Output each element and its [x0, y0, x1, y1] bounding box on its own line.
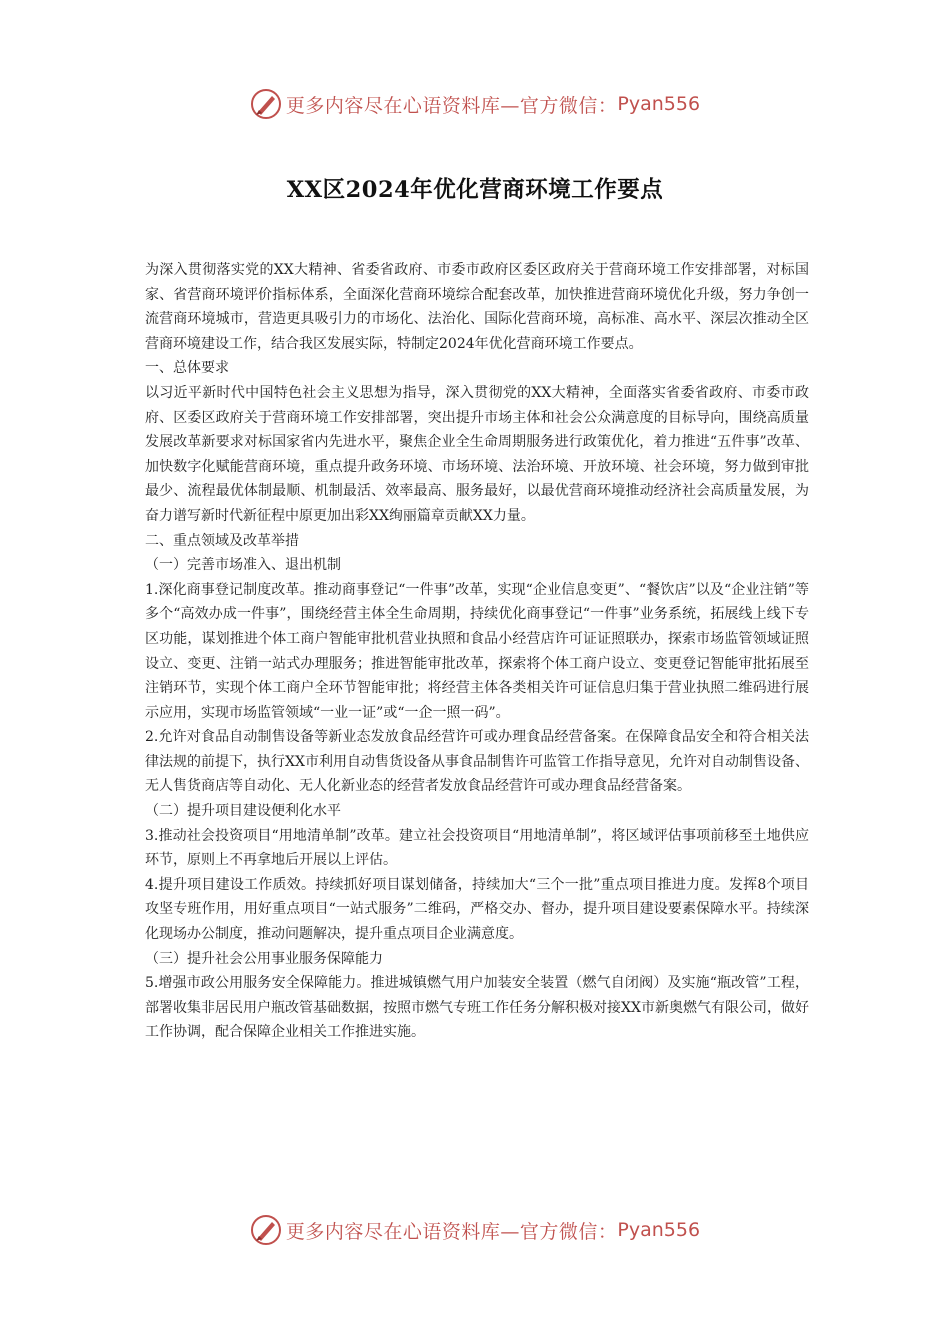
item-3-paragraph: 3.推动社会投资项目“用地清单制”改革。建立社会投资项目“用地清单制”，将区域评估事项前移至土地供应环节，原则上不再拿地后开展以上评估。: [145, 827, 809, 869]
intro-paragraph: 为深入贯彻落实党的XX大精神、省委省政府、市委市政府区委区政府关于营商环境工作安排部署，对标国家、省营商环境评价指标体系，全面深化营商环境综合配套改革，加快推进营商环境优化升级，努力争创一流营商环境城市，营造更具吸引力的市场化、法治化、国际化营商环境，高标准、高水平、深层次推动全区营商环境建设工作，结合我区发展实际，特制定2024年优化营商环境工作要点。: [145, 262, 809, 352]
subsection-heading-project-construction: （二）提升项目建设便利化水平: [145, 803, 341, 820]
document-title: XX区2024年优化营商环境工作要点: [286, 177, 664, 203]
banner-text: 更多内容尽在心语资料库—官方微信：: [285, 1220, 618, 1243]
item-4-paragraph: 4.提升项目建设工作质效。持续抓好项目谋划储备，持续加大“三个一批”重点项目推进力度。发挥8个项目攻坚专班作用，用好重点项目“一站式服务”二维码，严格交办、督办，提升项目建设要素保障水平。持续深化现场办公制度，推动问题解决，提升重点项目企业满意度。: [145, 876, 809, 943]
footer-watermark-banner: [0, 1210, 950, 1250]
subsection-heading-market-access: （一）完善市场准入、退出机制: [145, 557, 341, 574]
section-heading-general-requirements: 一、总体要求: [145, 360, 229, 377]
section-heading-key-areas: 二、重点领域及改革举措: [145, 532, 299, 549]
banner-text: 更多内容尽在心语资料库—官方微信：: [285, 94, 618, 117]
document-body: [145, 258, 809, 1045]
header-watermark-banner: [0, 84, 950, 124]
item-5-paragraph: 5.增强市政公用服务安全保障能力。推进城镇燃气用户加装安全装置（燃气自闭阀）及实施“瓶改管”工程，部署收集非居民用户瓶改管基础数据，按照市燃气专班工作任务分解积极对接XX市新奥燃气有限公司，做好工作协调，配合保障企业相关工作推进实施。: [145, 975, 809, 1041]
quill-pen-logo-icon: [250, 88, 282, 120]
banner-wechat-id: Pyan556: [617, 1219, 701, 1241]
item-2-paragraph: 2.允许对食品自动制售设备等新业态发放食品经营许可或办理食品经营备案。在保障食品安全和符合相关法律法规的前提下，执行XX市利用自动售货设备从事食品制售许可监管工作指导意见，允许对自动制售设备、无人售货商店等自动化、无人化新业态的经营者发放食品经营许可或办理食品经营备案。: [145, 729, 809, 795]
general-requirements-paragraph: 以习近平新时代中国特色社会主义思想为指导，深入贯彻党的XX大精神，全面落实省委省政府、市委市政府、区委区政府关于营商环境工作安排部署，突出提升市场主体和社会公众满意度的目标导向，围绕高质量发展改革新要求对标国家省内先进水平，聚焦企业全生命周期服务进行政策优化，着力推进“五件事”改革、加快数字化赋能营商环境，重点提升政务环境、市场环境、法治环境、开放环境、社会环境，努力做到审批最少、流程最优体制最顺、机制最活、效率最高、服务最好，以最优营商环境推动经济社会高质量发展，为奋力谱写新时代新征程中原更加出彩XX绚丽篇章贡献XX力量。: [145, 384, 809, 524]
item-1-paragraph: 1.深化商事登记制度改革。推动商事登记“一件事”改革，实现“企业信息变更”、“餐饮店”以及“企业注销”等多个“高效办成一件事”，围绕经营主体全生命周期，持续优化商事登记“一件事”业务系统，拓展线上线下专区功能，谋划推进个体工商户智能审批机营业执照和食品小经营店许可证证照联办，探索市场监管领域证照设立、变更、注销一站式办理服务；推进智能审批改革，探索将个体工商户设立、变更登记智能审批拓展至注销环节，实现个体工商户全环节智能审批；将经营主体各类相关许可证信息归集于营业执照二维码进行展示应用，实现市场监管领域“一业一证”或“一企一照一码”。: [145, 581, 809, 721]
quill-pen-logo-icon: [250, 1214, 282, 1246]
subsection-heading-public-utilities: （三）提升社会公用事业服务保障能力: [145, 950, 383, 967]
banner-wechat-id: Pyan556: [617, 93, 701, 115]
